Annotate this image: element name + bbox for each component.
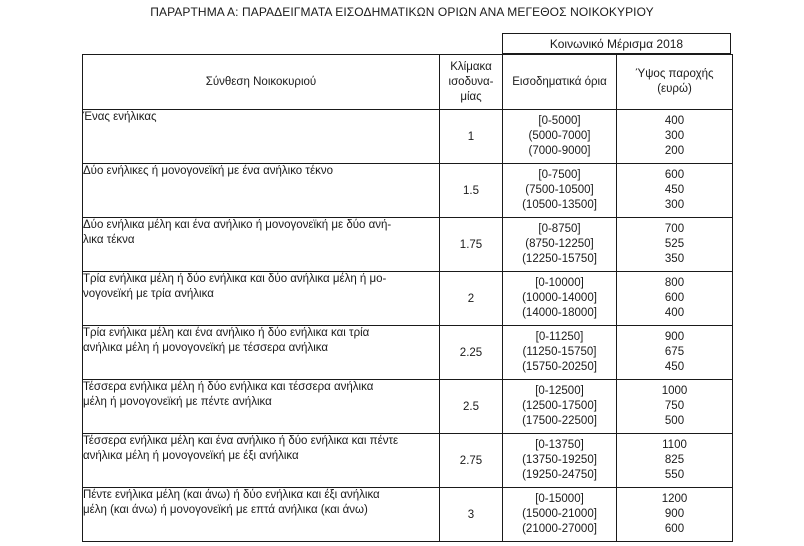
benefit-amount: 1100	[662, 439, 687, 451]
income-limit: (10500-13500]	[522, 199, 597, 211]
equivalence-scale-cell: 1	[440, 110, 503, 164]
household-composition-line: Τρία ενήλικα μέλη και ένα ανήλικο ή δύο ενήλικα και τρία	[83, 327, 370, 339]
equivalence-scale-cell: 2.25	[440, 326, 503, 380]
header-amount	[617, 55, 733, 110]
household-composition-cell	[83, 110, 440, 164]
household-composition-line: Τέσσερα ενήλικα μέλη ή δύο ενήλικα και τέσσερα ανήλικα	[83, 381, 374, 393]
income-limit: (14000-18000]	[522, 307, 597, 319]
equivalence-scale-cell: 1.5	[440, 164, 503, 218]
header-scale	[440, 55, 503, 110]
income-limit: (19250-24750]	[522, 469, 597, 481]
benefit-amount: 500	[664, 415, 685, 427]
income-limits-cell	[503, 110, 617, 164]
income-limit: (21000-27000]	[522, 523, 597, 535]
income-limit: (17500-22500]	[522, 415, 597, 427]
table-row	[83, 488, 733, 542]
table-header-row	[83, 55, 733, 110]
household-composition-cell	[83, 272, 440, 326]
income-limits-cell	[503, 326, 617, 380]
table-row	[83, 218, 733, 272]
income-limit: (5000-7000]	[528, 130, 591, 142]
income-limit: [0-13750]	[535, 439, 584, 451]
document-title: ΠΑΡΑΡΤΗΜΑ Α: ΠΑΡΑΔΕΙΓΜΑΤΑ ΕΙΣΟΔΗΜΑΤΙΚΩΝ ΟΡΙΩΝ ΑΝΑ ΜΕΓΕΘΟΣ ΝΟΙΚΟΚΥΡΙΟΥ	[150, 5, 654, 19]
household-composition-line: μέλη ή μονογονεϊκή με πέντε ανήλικα	[83, 396, 272, 408]
table-super-header: Κοινωνικό Μέρισμα 2018	[502, 33, 731, 54]
income-limit: [0-11250]	[535, 331, 584, 343]
benefit-amount-cell	[617, 272, 733, 326]
household-composition-cell	[83, 488, 440, 542]
income-limit: (15750-20250]	[522, 361, 597, 373]
income-limit: (12500-17500]	[522, 400, 597, 412]
benefit-amount-cell	[617, 488, 733, 542]
income-limit: (13750-19250]	[522, 454, 597, 466]
income-limit: (7000-9000]	[528, 145, 591, 157]
household-composition-line: ανήλικα μέλη ή μονογονεϊκή με τέσσερα ανήλικα	[83, 342, 329, 354]
table-row	[83, 272, 733, 326]
income-limit: [0-5000]	[538, 115, 581, 127]
benefit-amount-cell	[617, 326, 733, 380]
household-composition-line: Τρία ενήλικα μέλη ή δύο ενήλικα και δύο ανήλικα μέλη ή μο-	[83, 273, 387, 285]
header-limits: Εισοδηματικά όρια	[503, 55, 617, 110]
benefit-amount: 600	[664, 292, 685, 304]
benefit-amount: 1000	[661, 385, 688, 397]
household-composition-cell	[83, 380, 440, 434]
household-composition-cell	[83, 326, 440, 380]
household-composition-line: νογονεϊκή με τρία ανήλικα	[83, 288, 214, 300]
benefit-amount: 700	[664, 223, 685, 235]
household-composition-cell	[83, 218, 440, 272]
benefit-amount: 825	[664, 454, 685, 466]
benefit-amount-cell	[617, 434, 733, 488]
header-amount-line: Ύψος παροχής	[635, 68, 714, 80]
equivalence-scale-cell: 3	[440, 488, 503, 542]
income-limits-table	[82, 54, 733, 542]
income-limit: [0-15000]	[535, 493, 584, 505]
header-scale-line: ισοδυνα-	[448, 75, 494, 88]
household-composition-cell	[83, 164, 440, 218]
header-scale-line: Κλίμακα	[450, 60, 492, 73]
income-limits-cell	[503, 380, 617, 434]
income-limits-cell	[503, 272, 617, 326]
benefit-amount: 200	[664, 145, 685, 157]
table-row	[83, 380, 733, 434]
household-composition-line: μέλη (και άνω) ή μονογονεϊκή με επτά ανήλικα (και άνω)	[83, 504, 368, 516]
benefit-amount: 900	[664, 331, 685, 343]
benefit-amount: 550	[664, 469, 685, 481]
benefit-amount: 1200	[661, 493, 688, 505]
table-row	[83, 164, 733, 218]
income-limit: [0-8750]	[538, 223, 581, 235]
equivalence-scale-cell: 2.75	[440, 434, 503, 488]
benefit-amount: 450	[664, 184, 685, 196]
benefit-amount-cell	[617, 164, 733, 218]
header-scale-line: μίας	[460, 90, 482, 103]
equivalence-scale-cell: 1.75	[440, 218, 503, 272]
household-composition-line: ανήλικα μέλη ή μονογονεϊκή με έξι ανήλικα	[83, 450, 299, 462]
household-composition-line: Πέντε ενήλικα μέλη (και άνω) ή δύο ενήλικα και έξι ανήλικα	[83, 489, 380, 501]
income-limits-cell	[503, 218, 617, 272]
benefit-amount-cell	[617, 110, 733, 164]
benefit-amount: 300	[664, 199, 685, 211]
table-row	[83, 110, 733, 164]
header-composition: Σύνθεση Νοικοκυριού	[83, 55, 440, 110]
benefit-amount: 600	[664, 523, 685, 535]
benefit-amount: 600	[664, 169, 685, 181]
benefit-amount: 400	[664, 307, 685, 319]
equivalence-scale-cell: 2	[440, 272, 503, 326]
benefit-amount: 750	[664, 400, 685, 412]
household-composition-line: Ένας ενήλικας	[83, 111, 157, 123]
income-limits-cell	[503, 488, 617, 542]
benefit-amount: 350	[664, 253, 685, 265]
income-limit: (12250-15750]	[522, 253, 597, 265]
income-limit: (8750-12250]	[525, 238, 594, 250]
income-limit: [0-12500]	[535, 385, 584, 397]
benefit-amount-cell	[617, 218, 733, 272]
table-row	[83, 434, 733, 488]
equivalence-scale-cell: 2.5	[440, 380, 503, 434]
household-composition-line: Δύο ενήλικα μέλη και ένα ανήλικο ή μονογονεϊκή με δύο ανή-	[83, 219, 392, 231]
benefit-amount: 525	[664, 238, 685, 250]
benefit-amount-cell	[617, 380, 733, 434]
household-composition-line: Δύο ενήλικες ή μονογονεϊκή με ένα ανήλικο τέκνο	[83, 165, 333, 177]
table-row	[83, 326, 733, 380]
benefit-amount: 800	[664, 277, 685, 289]
benefit-amount: 900	[664, 508, 685, 520]
income-limit: [0-10000]	[535, 277, 584, 289]
income-limits-cell	[503, 164, 617, 218]
income-limit: (15000-21000]	[522, 508, 597, 520]
income-limit: (11250-15750]	[522, 346, 597, 358]
household-composition-cell	[83, 434, 440, 488]
income-limit: (10000-14000]	[522, 292, 597, 304]
income-limits-cell	[503, 434, 617, 488]
household-composition-line: Τέσσερα ενήλικα μέλη και ένα ανήλικο ή δύο ενήλικα και πέντε	[83, 435, 399, 447]
header-amount-line: (ευρώ)	[657, 83, 692, 95]
income-limit: [0-7500]	[538, 169, 581, 181]
income-limit: (7500-10500]	[525, 184, 594, 196]
benefit-amount: 675	[664, 346, 685, 358]
household-composition-line: λικα τέκνα	[83, 234, 135, 246]
benefit-amount: 450	[664, 361, 685, 373]
benefit-amount: 300	[664, 130, 685, 142]
benefit-amount: 400	[664, 115, 685, 127]
